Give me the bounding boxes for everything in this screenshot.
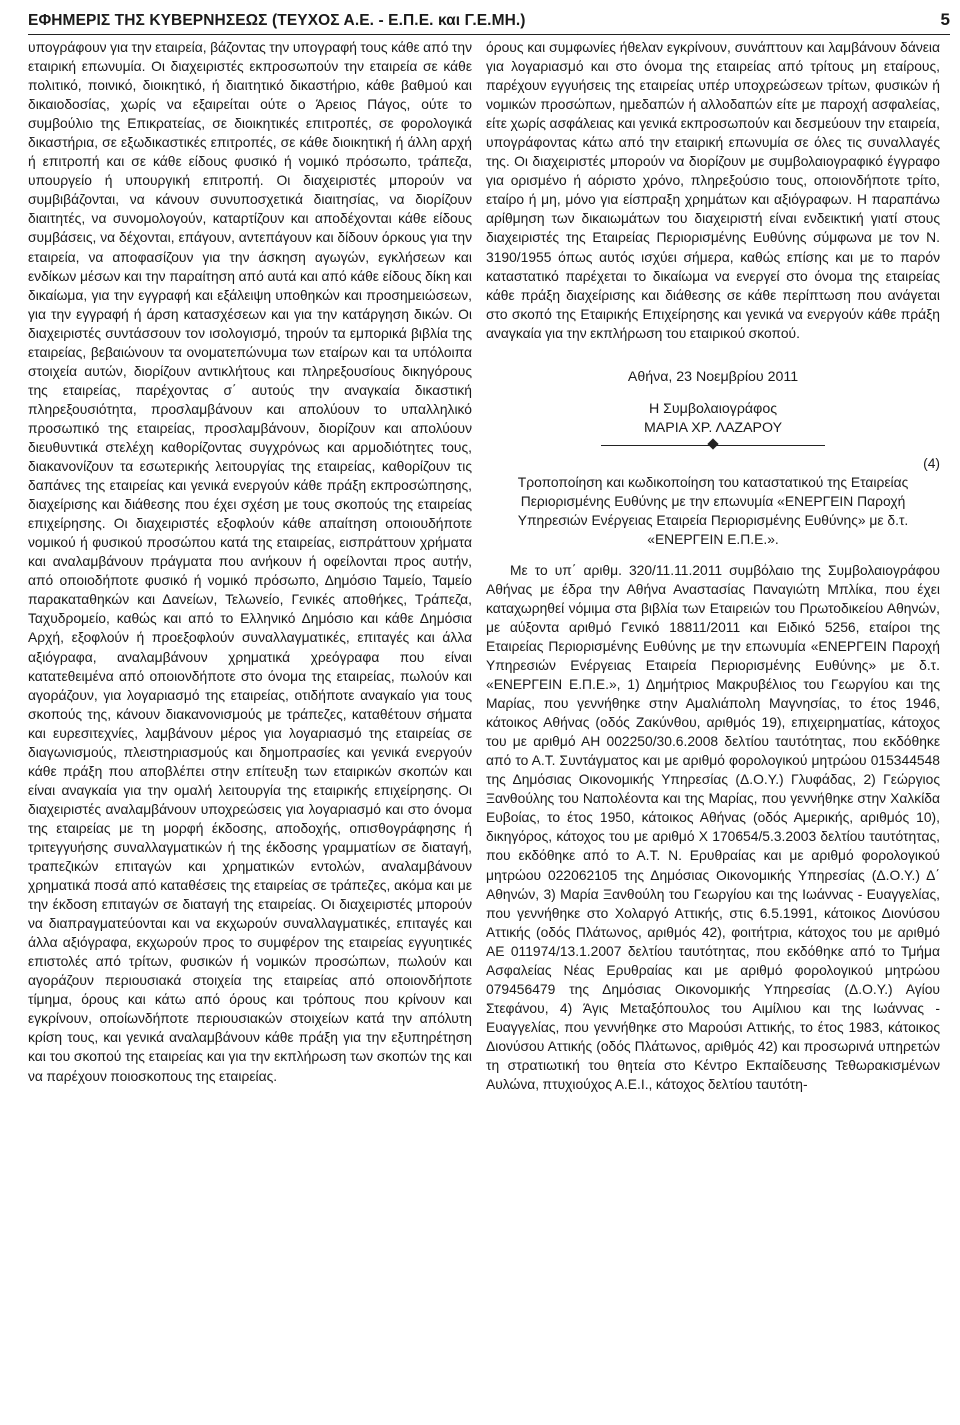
signature-name: ΜΑΡΙΑ ΧΡ. ΛΑΖΑΡΟΥ bbox=[643, 419, 783, 436]
notice-body-text: Με το υπ΄ αριθμ. 320/11.11.2011 συμβόλαιο της Συμβολαιογράφου Αθήνας με έδρα την Αθήνα Αναστασίας Παναγιώτη Μπλίκα, που έχει καταχωρηθεί νόμιμα στα βιβλία των Εταιρειών του Πρωτοδικείου Αθηνών, με αύξοντα αριθμό Γενικό 18811/2011 και Ειδικό 5256, εταίροι της Εταιρείας Περιορισμένης Ευθύνης με την επωνυμία «ΕΝΕΡΓΕΙΝ Παροχή Υπηρεσιών Ενέργειας Εταιρεία Περιορισμένης Ευθύνης» με δ.τ. «ΕΝΕΡΓΕΙΝ Ε.Π.Ε.», 1) Δημήτριος Μακρυβέλιος του Γεωργίου και της Μαρίας, που γεννήθηκε στην Αμαλιάπολη Μαγνησίας, το έτος 1946, κάτοικος Αθήνας (οδός Ζακύνθου, αριθμός 19), επιχειρηματίας, κάτοχος του με αριθμό ΑΗ 002250/30.6.2008 δελτίου ταυτότητας, που εκδόθηκε από το Α.Τ. Συντάγματος και με αριθμό φορολογικού μητρώου 015344548 της Δημόσιας Οικονομικής Υπηρεσίας (Δ.Ο.Υ.) Γλυφάδας, 2) Γεώργιος Ξανθούλης του Ναπολέοντα και της Μαρίας, που γεννήθηκε στην Χαλκίδα Ευβοίας, το έτος 1950, κάτοικος Αθήνας (οδός Αμερικής, αριθμός 10), δικηγόρος, κάτοχος του με αριθμό Χ 170654/5.3.2003 δελτίου ταυτότητας, που εκδόθηκε από το Α.Τ. Ν. Ερυθραίας και με αριθμό φορολογικού μητρώου 022062105 της Δημόσιας Οικονομικής Υπηρεσίας (Δ.Ο.Υ.) Δ΄ Αθηνών, 3) Μαρία Ξανθούλη του Γεωργίου και της Ιωάννας - Ευαγγελίας, που γεννήθηκε στο Χολαργό Αττικής, στις 6.5.1991, κάτοικος Διονύσου Αττικής (οδός Πλάτωνος, αριθμός 42), φοιτήτρια, κάτοχος του με αριθμό ΑΕ 011974/13.1.2007 δελτίου ταυτότητας, που εκδόθηκε από το Τμήμα Ασφαλείας Νέας Ερυθραίας και με αριθμό φορολογικού μητρώου 079456479 της Δημόσιας Οικονομικής Υπηρεσίας (Δ.Ο.Υ.) Αγίου Στεφάνου, 4) Άγις Μεταξόπουλος του Αιμίλιου και της Ιωάννας - Ευαγγελίας, που γεννήθηκε στο Μαρούσι Αττικής, το έτος 1983, κάτοικος Διονύσου Αττικής (οδός Πλάτωνος, αριθμός 42) και προσωρινά υπηρετών τη στρατιωτική του θητεία στο Κέντρο Εκπαίδευσης Τεθωρακισμένων Αυλώνα, πτυχιούχος Α.Ε.Ι., κάτοχος δελτίου ταυτότη- bbox=[486, 561, 940, 1093]
signature-date: Αθήνα, 23 Νοεμβρίου 2011 bbox=[627, 368, 799, 385]
section-divider bbox=[601, 440, 825, 450]
gazette-title: ΕΦΗΜΕΡΙΣ ΤΗΣ ΚΥΒΕΡΝΗΣΕΩΣ (ΤΕΥΧΟΣ Α.Ε. - Ε.Π.Ε. και Γ.Ε.ΜΗ.) bbox=[28, 12, 526, 29]
page-header bbox=[28, 6, 950, 35]
section-title: Τροποποίηση και κωδικοποίηση του καταστατικού της Εταιρείας Περιορισμένης Ευθύνης με την επωνυμία «ΕΝΕΡΓΕΙΝ Παροχή Υπηρεσιών Ενέργειας Εταιρεία Περιορισμένης Ευθύνης» με δ.τ. «ΕΝΕΡΓΕΙΝ Ε.Π.Ε.». bbox=[517, 473, 909, 547]
left-column-text: υπογράφουν για την εταιρεία, βάζοντας την υπογραφή τους κάθε από την εταιρική επωνυμία. Οι διαχειριστές εκπροσωπούν την εταιρεία σε κάθε πολιτικό, ποινικό, διοικητικό, ή διαιτητικό δικαστήριο, κάθε βαθμού και δικαιοδοσίας, χωρίς να εξαιρείται ούτε ο Άρειος Πάγος, ούτε το συμβούλιο της Επικρατείας, σε διοικητικές επιτροπές, σε φορολογικά δικαστήρια, σε εξωδικαστικές επιτροπές, σε κάθε διοικητική ή άλλη αρχή ή επιτροπή και σε κάθε είδους φυσικό ή νομικό πρόσωπο, τράπεζα, υπουργείο ή υπουργική επιτροπή. Οι διαχειριστές μπορούν να συμβιβάζονται, να κάνουν συνυποσχετικά διαιτησίας, να διορίζουν διαιτητές, να συνομολογούν, καταρτίζουν και αποδέχονται κάθε είδους συμβάσεις, να δέχονται, επάγουν, αντεπάγουν και δίδουν όρκους για την εταιρεία, να αποφασίζουν για την άσκηση αγωγών, εγκλήσεων και ενδίκων μέσων και την παραίτηση από αυτά και από κάθε είδους δίκη και δικαίωμα, για την εγγραφή και εξάλειψη υποθηκών και προσημειώσεων, για την εγγραφή ή άρση κατασχέσεων και για την κατάργηση δικών. Οι διαχειριστές συντάσσουν τον ισολογισμό, τηρούν τα εμπορικά βιβλία της εταιρείας, βεβαιώνουν τα ονοματεπώνυμα των εταίρων και τα υπόλοιπα στοιχεία αυτών, διορίζουν αντικλήτους και πληρεξουσίους δικηγόρους της εταιρείας, παρέχοντας σ΄ αυτούς την αναγκαία δικαστική πληρεξουσιότητα, προσλαμβάνουν και απολύουν το υπαλληλικό προσωπικό της εταιρείας, προσλαμβάνουν, διορίζουν και απολύουν διευθυντικά στελέχη καθορίζοντας συγχρόνως και αρμοδιότητες τους, διακανονίζουν τα εσωτερικής λειτουργίας της εταιρείας, καθορίζουν τις δαπάνες της εταιρείας και γενικά ενεργούν κάθε πράξη εκπροσώπησης, διαχείρισης και διάθεσης που έχει σχέση με τους σκοπούς της εταιρείας επιχείρησης. Οι διαχειριστές εξοφλούν κάθε απαίτηση οποιουδήποτε νομικού ή φυσικού προσώπου κατά της εταιρείας, εισπράττουν χρήματα και αναλαμβάνουν πράγματα που ανήκουν ή οφείλονται προς αυτήν, από οποιοδήποτε φυσικό ή νομικό πρόσωπο, Δημόσιο Ταμείο, Ταμείο παρακαταθηκών και Δανείων, Τελωνείο, Γενικές αποθήκες, Τράπεζα, Ταχυδρομείο, καθώς και από το Ελληνικό Δημόσιο και κάθε Δημόσια Αρχή, εξοφλούν ή προεξοφλούν συναλλαγματικές, επιταγές και άλλα αξιόγραφα, αναλαμβάνουν χρηματικά χρεόγραφα που είναι κατατεθειμένα από οποιονδήποτε στο όνομα της εταιρείας, πωλούν και αγοράζουν, για λογαριασμό της εταιρείας, οτιδήποτε αναγκαίο για τους σκοπούς της, κάνουν διακανονισμούς με τράπεζες, καταθέτουν σήματα και ευρεσιτεχνίες, λαμβάνουν μέρος για λογαριασμό της εταιρείας σε διαγωνισμούς, πλειστηριασμούς και δημοπρασίες και γενικά ενεργούν κάθε πράξη που αποβλέπει στην επίτευξη των εταιρικών σκοπών και είναι αναγκαία για την ομαλή λειτουργία της εταιρικής επιχείρησης. Οι διαχειριστές αναλαμβάνουν υποχρεώσεις για λογαριασμό και στο όνομα της εταιρείας με τη μορφή έκδοσης, αποδοχής, οπισθογράφησης ή τριτεγγυήσης συναλλαγματικών ή της έκδοσης γραμματίων σε διαταγή, τραπεζικών επιταγών και χρηματικών εντολών, αναλαμβάνουν χρηματικά ποσά από καταθέσεις της εταιρείας σε τράπεζες, ακόμα και με την έκδοση επιταγών σε διαταγή της εταιρείας. Οι διαχειριστές μπορούν να διαπραγματεύονται και να εκχωρούν συναλλαγματικές, επιταγές και άλλα αξιόγραφα, εκχωρούν προς το συμφέρον της εταιρείας εγγυητικές επιστολές από τρίτων, φυσικών ή νομικών προσώπων, πωλούν και αγοράζουν περιουσιακά στοιχεία της εταιρείας από οποιονδήποτε τίμημα, όρους και κάτω από όρους και τρόπους που κρίνουν και εγκρίνουν, οποίωνδήποτε περιουσιακών στοιχείων κατά την απόλυτη κρίση τους, και γενικά αναλαμβάνουν κάθε πράξη για την εξυπηρέτηση και του σκοπού της εταιρείας και για την εκπλήρωση των σκοπών της και να παρέχουν ποιοσκοπους της εταιρείας. bbox=[28, 39, 472, 1084]
right-column bbox=[486, 38, 940, 1418]
page-number: 5 bbox=[940, 10, 950, 29]
signature-role: Η Συμβολαιογράφος bbox=[648, 400, 778, 417]
articles-continuation-text: όρους και συμφωνίες ήθελαν εγκρίνουν, συνάπτουν και λαμβάνουν δάνεια για λογαριασμό και στο όνομα της εταιρείας από τρίτους μη εταίρους, παρέχουν εγγυήσεις της εταιρείας υπέρ υποχρεώσεων τρίτων, φυσικών ή νομικών προσώπων, ημεδαπών ή αλλοδαπών είτε με παροχή ασφαλείας, είτε χωρίς ασφάλειας και γενικά εκπροσωπούν και δεσμεύουν την εταιρεία, υπογράφοντας κάτω από την εταιρική επωνυμία σε όλες τις συναλλαγές της. Οι διαχειριστές μπορούν να διορίζουν με συμβολαιογραφικό έγγραφο για ορισμένο ή αόριστο χρόνο, πληρεξούσιο τους, οποιονδήποτε τρίτο, εταίρο ή μη, μόνο για είσπραξη χρημάτων και αξιόγραφων. Η παραπάνω αρίθμηση των δικαιωμάτων του διαχειριστή είναι ενδεικτική γιατί στους διαχειριστές της Εταιρείας Περιορισμένης Ευθύνης σύμφωνα με τον Ν. 3190/1955 όπως αυτός ισχύει σήμερα, καθώς επίσης και με το παρόν καταστατικό παρέχεται το δικαίωμα να ενεργεί στο όνομα της εταιρείας κάθε πράξη διαχείρισης και διάθεσης σε κάθε περίπτωση που ανάγεται στο σκοπό της Εταιρικής Επιχείρησης και γενικά να ενεργούν κάθε πράξη αναγκαία για την εκπλήρωση του εταιρικού σκοπού. bbox=[486, 39, 940, 341]
section-number: (4) bbox=[923, 454, 940, 471]
left-column bbox=[28, 38, 472, 1418]
diamond-icon bbox=[707, 438, 718, 449]
